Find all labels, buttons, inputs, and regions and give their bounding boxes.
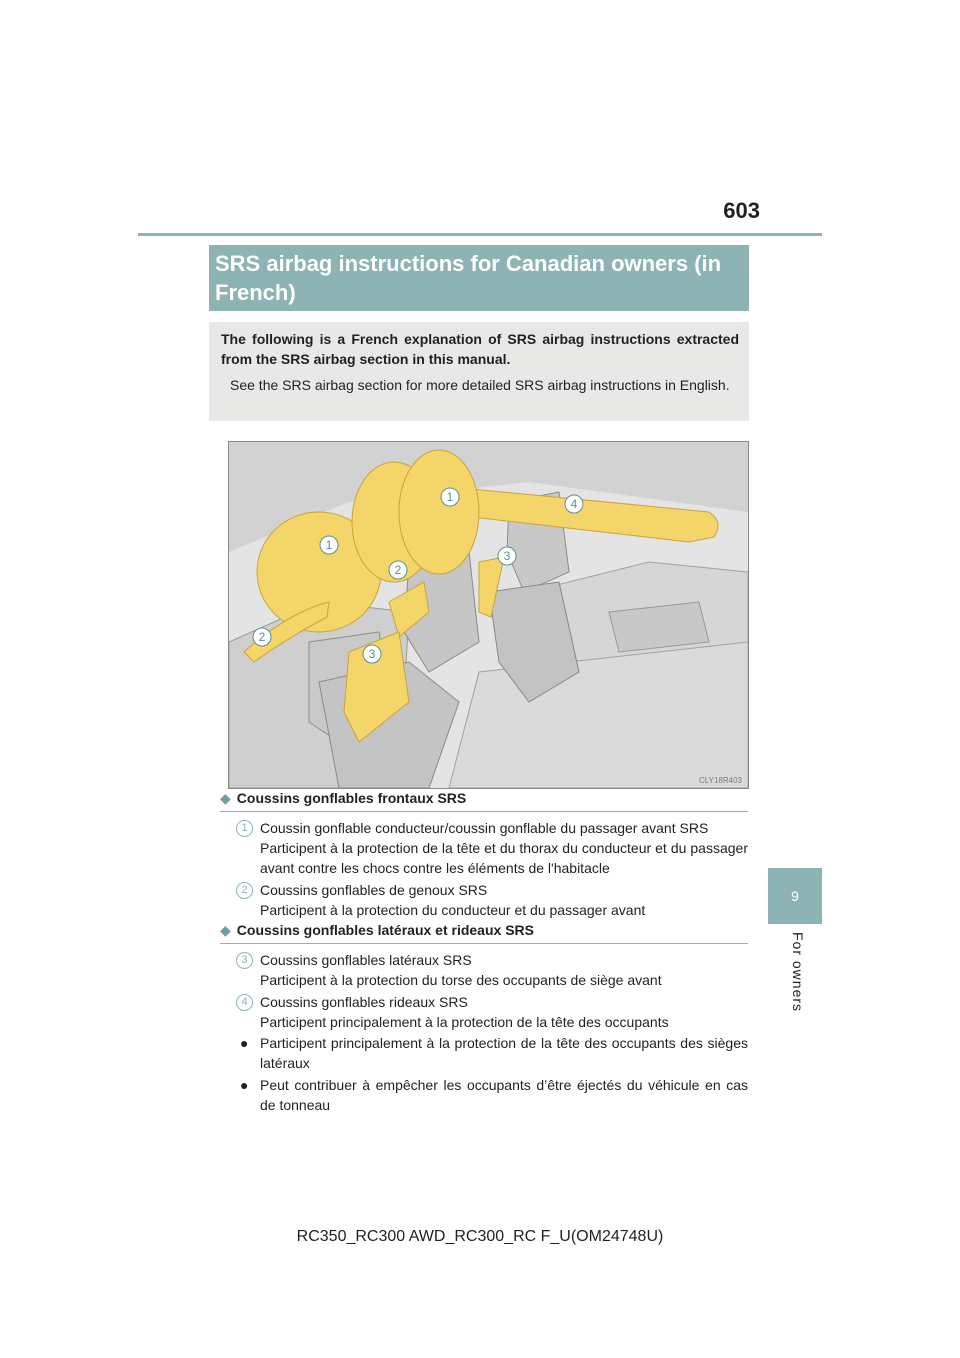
item-desc: Participent à la protection du conducteur et du passager avant: [260, 902, 646, 918]
item-title: Coussins gonflables rideaux SRS: [260, 994, 468, 1010]
item-title: Coussin gonflable conducteur/coussin gonflable du passager avant SRS: [260, 820, 709, 836]
item-desc: Participent à la protection du torse des occupants de siège avant: [260, 972, 662, 988]
svg-text:2: 2: [258, 630, 266, 644]
item-desc: Participent à la protection de la tête et du thorax du conducteur et du passager avant contre les chocs contre les éléments de l'habitacle: [260, 840, 748, 876]
diamond-icon: ◆: [220, 922, 231, 938]
image-code: CLY18R403: [699, 776, 742, 785]
item-title: Coussins gonflables latéraux SRS: [260, 952, 472, 968]
callout-3a: [498, 547, 516, 565]
page-number: 603: [723, 198, 760, 223]
svg-text:1: 1: [325, 538, 333, 552]
number-badge: 2: [236, 882, 253, 899]
number-badge: 3: [236, 952, 253, 969]
svg-text:2: 2: [394, 563, 402, 577]
callout-3b: [363, 645, 381, 663]
list-item: [236, 818, 748, 878]
list-item: [236, 950, 748, 990]
section-title: SRS airbag instructions for Canadian owners (in French): [209, 245, 749, 311]
chapter-label: For owners: [790, 932, 806, 1013]
bullet-dot-icon: ●: [240, 1035, 249, 1051]
airbag-illustration: [228, 441, 749, 789]
svg-text:3: 3: [368, 647, 376, 661]
intro-lead: The following is a French explanation of SRS airbag instructions extracted from the SRS airbag section in this manual.: [221, 331, 739, 367]
item-title: Coussins gonflables de genoux SRS: [260, 882, 488, 898]
header-rule: [138, 233, 822, 236]
number-badge: 4: [236, 994, 253, 1011]
callout-2b: [253, 628, 271, 646]
bullet-item: ● Participent principalement à la protection de la tête des occupants des sièges latéraux: [240, 1035, 748, 1071]
number-badge: 1: [236, 820, 253, 837]
bullet-dot-icon: ●: [240, 1077, 249, 1093]
car-interior-drawing: [229, 442, 748, 788]
callout-2a: [389, 561, 407, 579]
intro-note: See the SRS airbag section for more detailed SRS airbag instructions in English.: [230, 377, 730, 393]
intro-box: [209, 322, 749, 421]
list-item: [236, 992, 748, 1032]
bullet-item: ● Peut contribuer à empêcher les occupants d’être éjectés du véhicule en cas de tonneau: [240, 1077, 748, 1113]
group-heading-side-curtain: ◆ Coussins gonflables latéraux et rideaux SRS: [220, 922, 748, 944]
callout-1a: [320, 536, 338, 554]
footer-model-code: RC350_RC300 AWD_RC300_RC F_U(OM24748U): [296, 1228, 664, 1245]
svg-text:1: 1: [446, 490, 454, 504]
item-desc: Participent principalement à la protection de la tête des occupants: [260, 1014, 669, 1030]
group-heading-frontal: ◆ Coussins gonflables frontaux SRS: [220, 790, 748, 812]
chapter-tab: 9: [768, 868, 822, 924]
svg-text:4: 4: [570, 497, 578, 511]
svg-text:3: 3: [503, 549, 511, 563]
diamond-icon: ◆: [220, 790, 231, 806]
list-item: [236, 880, 748, 920]
callout-1b: [441, 488, 459, 506]
callout-4: [565, 495, 583, 513]
